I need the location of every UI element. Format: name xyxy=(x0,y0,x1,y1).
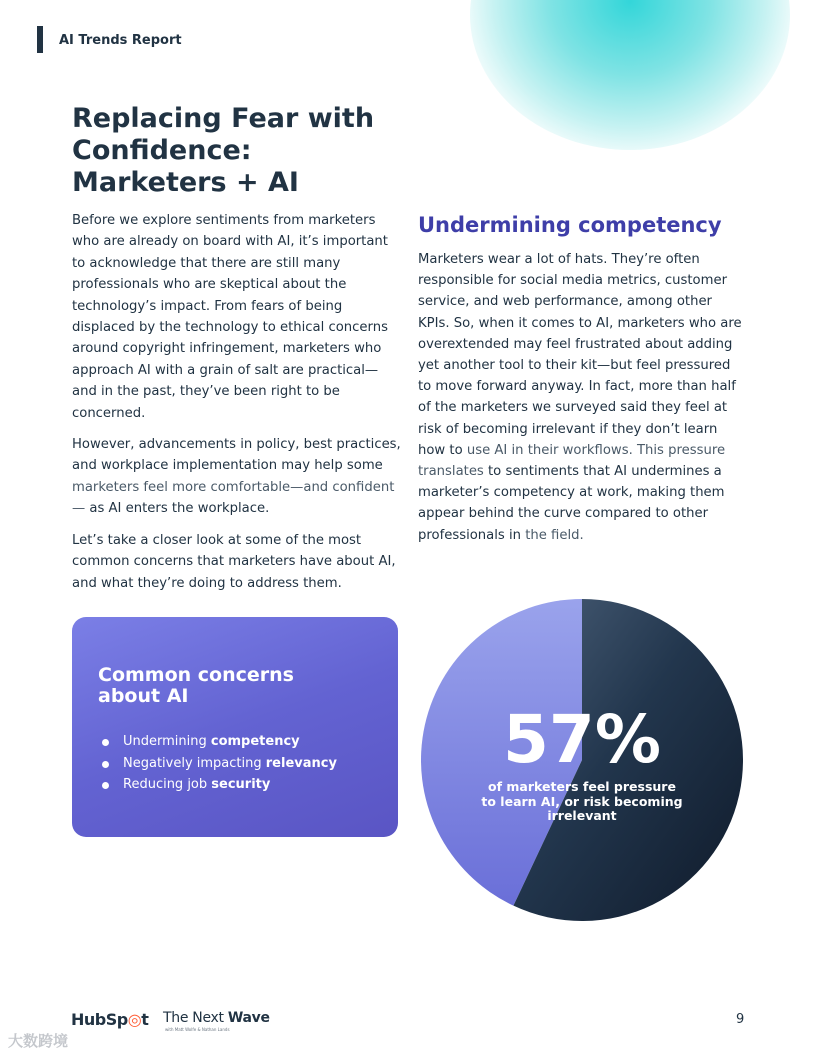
stat-caption-line-3: irrelevant xyxy=(547,808,617,823)
intro-paragraph-1: Before we explore sentiments from marketers who are already on board with AI, it’s important to acknowledge that there are still many professionals who are skeptical about the technology’s impact. From fears of being displaced by the technology to ethical concerns around copyright infringement, marketers who approach AI with a grain of salt are practical—and in the past, they’ve been right to be concerned. xyxy=(72,213,388,421)
competency-paragraph-part-2: use AI in their workflows. This pressure translates xyxy=(418,442,726,480)
hubspot-logo-text-a: HubSp xyxy=(71,1010,128,1029)
intro-paragraph-3: Let’s take a closer look at some of the most common concerns that marketers have about AI, and what they’re doing to address them. xyxy=(72,532,396,591)
next-wave-logo-subtitle: with Matt Wolfe & Nathan Lands xyxy=(165,1027,230,1032)
stat-caption-line-2: to learn AI, or risk becoming xyxy=(481,793,683,809)
intro-column xyxy=(72,210,402,604)
intro-paragraph-2-part-1: However, advancements in policy, best practices, and workplace implementation may help some xyxy=(72,437,401,474)
common-concerns-card xyxy=(72,617,398,837)
list-item-emphasis: competency xyxy=(210,734,300,749)
list-item xyxy=(102,777,337,793)
stat-caption xyxy=(474,780,690,824)
page-title-line-1: Replacing Fear with xyxy=(72,103,375,134)
card-title-line-1: Common concerns xyxy=(98,664,294,686)
list-item xyxy=(102,756,337,772)
competency-paragraph xyxy=(418,249,743,546)
page-title-line-3: Marketers + AI xyxy=(72,167,299,198)
header-accent-bar xyxy=(37,26,43,53)
list-item-text: Negatively impacting xyxy=(123,755,266,771)
competency-paragraph-part-4: the field. xyxy=(525,527,584,543)
page-title-line-2: Confidence: xyxy=(72,135,252,166)
next-wave-logo-bold: Wave xyxy=(227,1010,270,1026)
list-item xyxy=(102,734,337,750)
page-number: 9 xyxy=(736,1012,745,1027)
list-item-emphasis: security xyxy=(211,777,271,792)
stat-caption-line-1: of marketers feel pressure xyxy=(488,779,676,794)
hubspot-logo-text-b: t xyxy=(141,1010,149,1029)
next-wave-logo-text: The Next xyxy=(163,1010,228,1026)
intro-paragraph-2 xyxy=(72,434,402,520)
concerns-list xyxy=(102,734,337,799)
card-title xyxy=(98,665,294,707)
decorative-gradient-glow xyxy=(470,0,790,150)
section-heading: Undermining competency xyxy=(418,213,722,237)
page-title xyxy=(72,103,374,199)
competency-paragraph-part-1: Marketers wear a lot of hats. They’re often responsible for social media metrics, customer service, and web performance, among other KPIs. So, when it comes to AI, marketers who are overextended may feel frustrated about adding yet another tool to their kit—but feel pressured to move forward anyway. In fact, more than half of the marketers we surveyed said they feel at risk of becoming irrelevant if they don’t learn how to xyxy=(418,252,742,458)
competency-column xyxy=(418,213,743,546)
card-title-line-2: about AI xyxy=(98,685,189,707)
intro-paragraph-2-part-3: as AI enters the workplace. xyxy=(89,501,270,517)
hubspot-sprocket-icon: ◎ xyxy=(127,1010,142,1029)
list-item-text: Reducing job xyxy=(123,777,212,792)
next-wave-logo xyxy=(163,1010,270,1026)
report-title: AI Trends Report xyxy=(59,33,182,48)
hubspot-logo xyxy=(71,1010,148,1029)
stat-value: 57% xyxy=(503,701,661,778)
watermark: 大数跨境 xyxy=(8,1032,69,1050)
competency-paragraph-part-3: to sentiments that AI undermines a marketer’s competency at work, making them appear behind the curve compared to other professionals in xyxy=(418,464,725,543)
list-item-text: Undermining xyxy=(123,734,211,749)
intro-paragraph-2-part-2: marketers feel more comfortable—and confident— xyxy=(72,479,395,517)
list-item-emphasis: relevancy xyxy=(265,755,337,771)
